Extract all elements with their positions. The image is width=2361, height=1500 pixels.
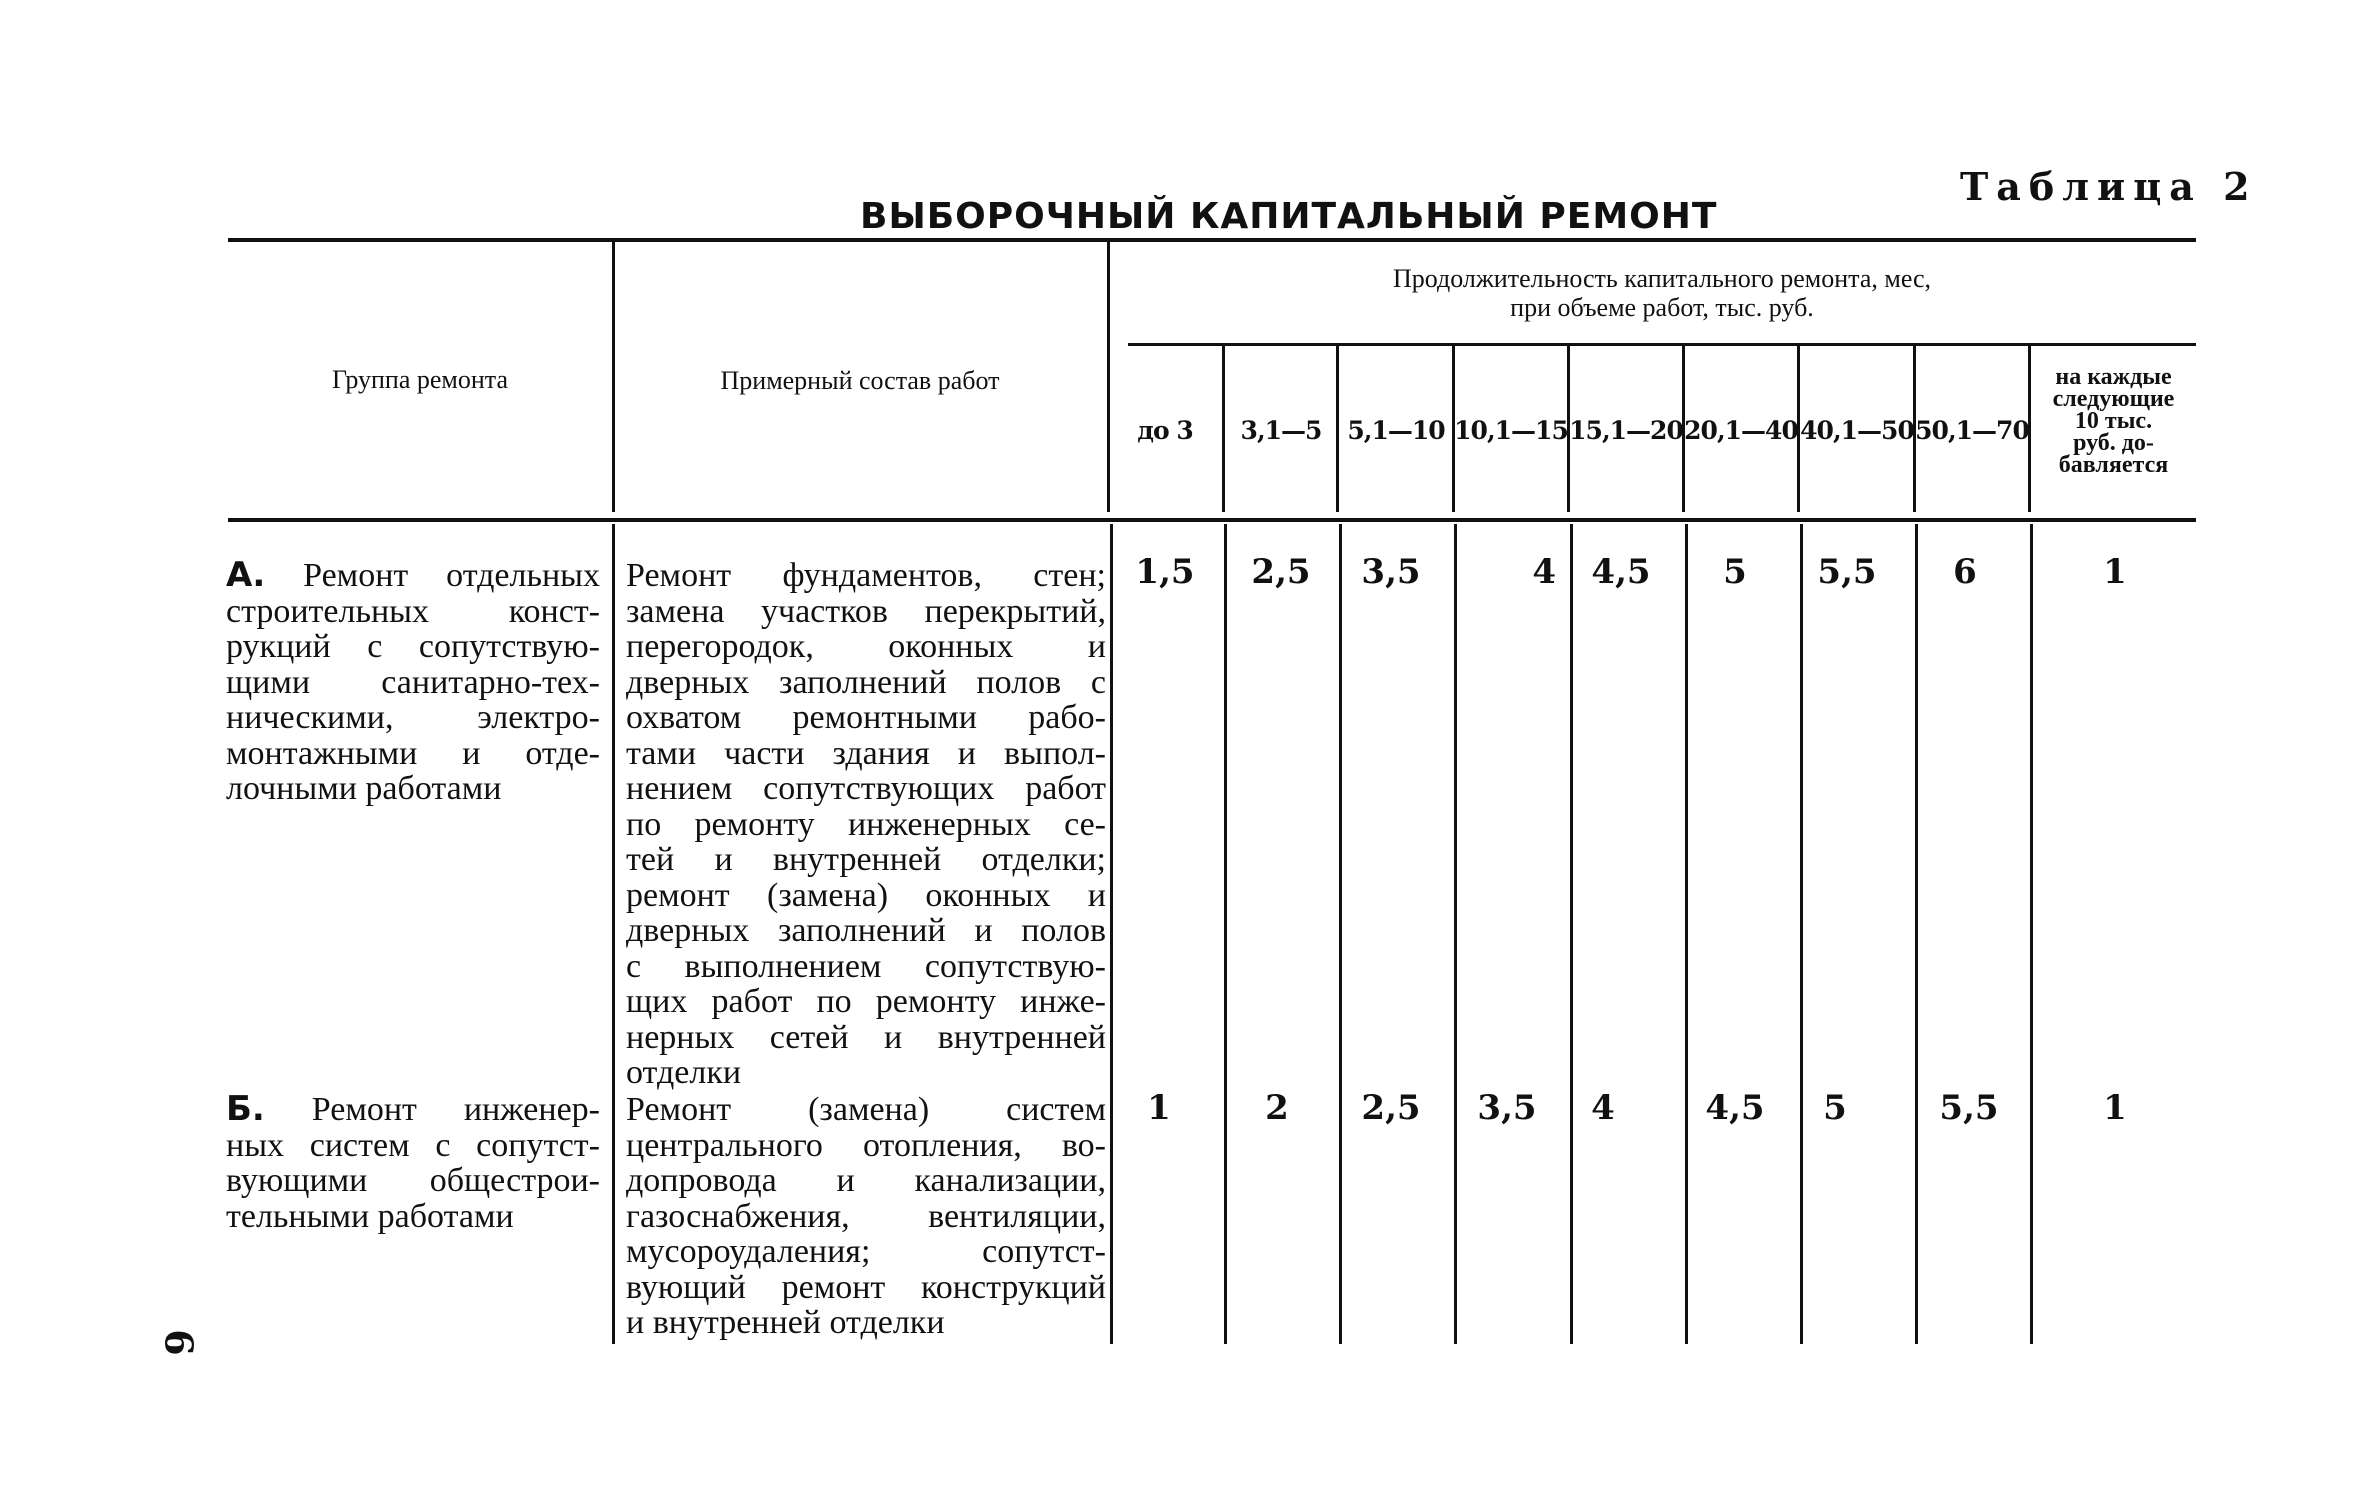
range-header: 15,1—20 [1569,416,1683,445]
row-a-group: А. Ремонт отдельных строительных конст- рукций с сопутствую- щими санитарно-тех- ническими, электро- монтажными и отде- лочными работами [226,555,600,807]
column-divider [1685,524,1688,1344]
header-extra: на каждые следующие 10 тыс. руб. до- бавляется [2052,364,2175,478]
column-divider [1110,524,1113,1344]
row-b-value: 5 [1823,1088,1847,1128]
row-a-value: 5,5 [1817,552,1877,592]
row-a-value: 6 [1953,552,1977,592]
table-label: Таблица 2 [1960,164,2258,209]
row-b-group: Б. Ремонт инженер- ных систем с сопутст- вующими общестрои- тельными работами [226,1089,600,1235]
row-b-value: 4 [1591,1088,1615,1128]
column-divider [1107,242,1110,512]
top-rule [228,238,2196,242]
range-header: 40,1—50 [1800,416,1914,445]
row-a-value: 3,5 [1361,552,1421,592]
column-divider [612,524,615,1344]
range-header: 20,1—40 [1684,416,1798,445]
duration-header-rule [1128,343,2196,346]
row-a-value: 1,5 [1135,552,1195,592]
row-a-value: 4 [1532,552,1556,592]
column-divider [1454,524,1457,1344]
column-divider [1915,524,1918,1344]
column-divider [612,242,615,512]
row-b-value: 1 [1147,1088,1171,1128]
row-b-value: 2,5 [1361,1088,1421,1128]
column-divider [2030,524,2033,1344]
row-a-value: 1 [2103,552,2127,592]
row-b-value: 5,5 [1939,1088,1999,1128]
column-divider [1224,524,1227,1344]
range-header: 3,1—5 [1240,416,1322,445]
row-b-work: Ремонт (замена) систем центрального отопления, во- допровода и канализации, газоснабжения, вентиляции, мусороудаления; сопутст- вующий ремонт конструкций и внутренней отделки [626,1091,1106,1341]
range-header: 5,1—10 [1347,416,1445,445]
page-number: 6 [156,1329,202,1356]
header-composition: Примерный состав работ [720,366,1000,395]
row-b-value: 4,5 [1705,1088,1765,1128]
row-a-value: 4,5 [1591,552,1651,592]
header-group: Группа ремонта [331,365,509,394]
table-title: ВЫБОРОЧНЫЙ КАПИТАЛЬНЫЙ РЕМОНТ [860,196,1718,237]
header-duration-line1: Продолжительность капитального ремонта, мес, [1392,264,1932,293]
row-a-work: Ремонт фундаментов, стен; замена участков перекрытий, перегородок, оконных и дверных заполнений полов с охватом ремонтными рабо- тами части здания и выпол- нением сопутствующих работ по ремонту инженерных се- тей и внутренней отделки; ремонт (замена) оконных и дверных заполнений и полов с выполнением сопутствую- щих работ по ремонту инже- нерных сетей и внутренней отделки [626,557,1106,1091]
header-duration-line2: при объеме работ, тыс. руб. [1510,293,1814,322]
range-header: до 3 [1137,416,1193,445]
range-header: 10,1—15 [1454,416,1568,445]
range-header: 50,1—70 [1915,416,2029,445]
header-bottom-rule [228,518,2196,522]
column-divider [1800,524,1803,1344]
row-b-value: 3,5 [1477,1088,1537,1128]
row-b-value: 1 [2103,1088,2127,1128]
row-a-value: 5 [1723,552,1747,592]
column-divider [1570,524,1573,1344]
row-b-value: 2 [1265,1088,1289,1128]
column-divider [1339,524,1342,1344]
row-a-value: 2,5 [1251,552,1311,592]
